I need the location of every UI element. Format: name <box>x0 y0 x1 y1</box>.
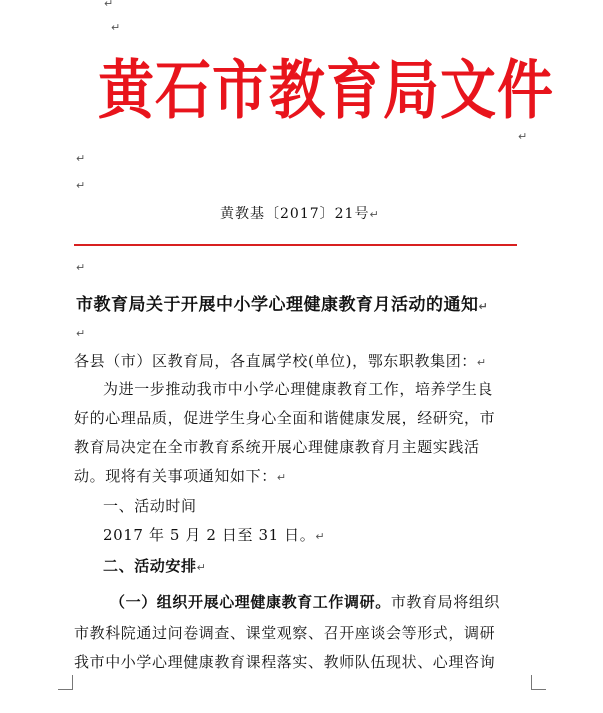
section-2-title <box>103 556 206 576</box>
intro-line: 好的心理品质，促进学生身心全面和谐健康发展，经研究，市 <box>74 409 496 427</box>
intro-line <box>74 466 287 486</box>
paragraph-mark: ↵ <box>104 0 114 10</box>
paragraph-mark: ↵ <box>315 530 326 543</box>
paragraph-mark: ↵ <box>276 471 287 484</box>
section-2-title-text: 二、活动安排 <box>103 557 197 575</box>
reference-number <box>220 203 380 223</box>
paragraph-mark: ↵ <box>478 300 489 313</box>
paragraph-mark: ↵ <box>196 561 207 574</box>
paragraph-mark: ↵ <box>76 261 86 274</box>
document-org-title: 黄石市教育局文件 <box>98 52 554 129</box>
notice-title <box>76 290 488 315</box>
paragraph-mark: ↵ <box>76 179 86 192</box>
item-1-line: 我市中小学心理健康教育课程落实、教师队伍现状、心理咨询 <box>74 653 496 671</box>
item-1-line <box>110 592 500 612</box>
page-corner-marker <box>531 675 546 690</box>
paragraph-mark: ↵ <box>111 21 121 34</box>
page-corner-marker <box>58 675 73 690</box>
intro-line: 为进一步推动我市中小学心理健康教育工作，培养学生良 <box>103 380 494 398</box>
paragraph-mark: ↵ <box>476 356 487 369</box>
notice-title-text: 市教育局关于开展中小学心理健康教育月活动的通知 <box>76 295 479 315</box>
section-1-title: 一、活动时间 <box>103 497 197 515</box>
item-1-text: 市教育局将组织 <box>390 593 501 611</box>
item-1-title: （一）组织开展心理健康教育工作调研。 <box>110 593 391 611</box>
intro-line: 教育局决定在全市教育系统开展心理健康教育月主题实践活 <box>74 438 480 456</box>
addressee-line <box>74 351 487 371</box>
intro-line-text: 动。现将有关事项通知如下： <box>74 467 277 485</box>
paragraph-mark: ↵ <box>518 130 528 143</box>
section-1-text-content: 2017 年 5 月 2 日至 31 日。 <box>103 526 316 544</box>
item-1-line: 市教科院通过问卷调查、课堂观察、召开座谈会等形式，调研 <box>74 624 496 642</box>
red-divider-line <box>74 244 517 246</box>
section-1-text <box>103 525 325 545</box>
addressee-text: 各县（市）区教育局，各直属学校(单位)，鄂东职教集团： <box>74 352 477 370</box>
paragraph-mark: ↵ <box>369 208 380 221</box>
paragraph-mark: ↵ <box>76 152 86 165</box>
paragraph-mark: ↵ <box>76 327 86 340</box>
reference-number-text: 黄教基〔2017〕21号 <box>220 206 370 222</box>
